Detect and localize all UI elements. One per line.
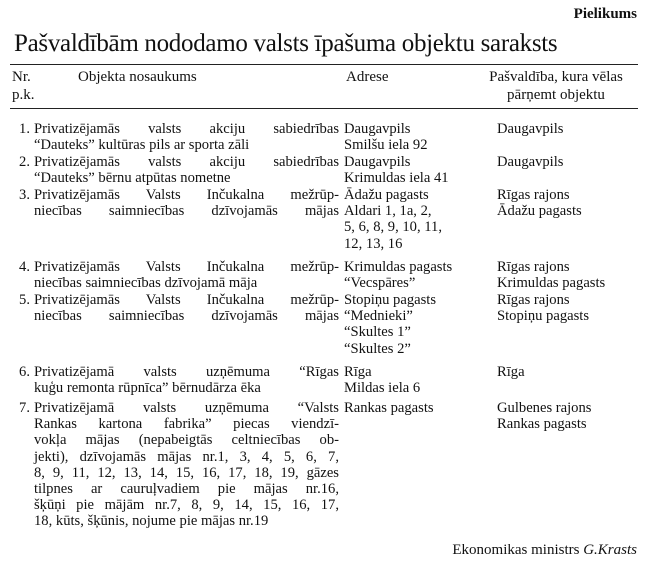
address-cell: Daugavpils Krimuldas iela 41 — [344, 154, 449, 187]
table-top-rule — [10, 64, 638, 65]
document-title: Pašvaldībām nododamo valsts īpašuma objektu saraksts — [14, 30, 558, 57]
municipality-cell: Daugavpils — [497, 121, 564, 137]
object-name-cell: Privatizējamā valsts uzņēmuma “Rīgas kuģu remonta rūpnīca” bērnudārza ēka — [34, 364, 339, 397]
municipality-cell: Rīgas rajons Ādažu pagasts — [497, 187, 582, 220]
header-address: Adrese — [346, 69, 389, 85]
row-number: 6. — [19, 364, 30, 380]
municipality-cell: Rīgas rajons Krimuldas pagasts — [497, 259, 606, 292]
header-bottom-rule — [10, 108, 638, 109]
object-name-cell: Privatizējamās Valsts Inčukalna mežrūp- niecības saimniecības dzīvojamā māja — [34, 259, 339, 292]
row-number: 2. — [19, 154, 30, 170]
municipality-cell: Rīga — [497, 364, 525, 380]
address-cell: Rankas pagasts — [344, 400, 434, 416]
header-number: Nr. p.k. — [12, 69, 35, 103]
row-number: 3. — [19, 187, 30, 203]
address-cell: Stopiņu pagasts “Mednieki” “Skultes 1” “Skultes 2” — [344, 292, 437, 357]
signature-position: Ekonomikas ministrs — [452, 542, 580, 558]
signature-line — [452, 542, 637, 559]
address-cell: Daugavpils Smilšu iela 92 — [344, 121, 428, 154]
object-name-cell: Privatizējamās Valsts Inčukalna mežrūp- niecības saimniecības dzīvojamās mājas — [34, 292, 339, 325]
municipality-cell: Gulbenes rajons Rankas pagasts — [497, 400, 592, 433]
row-number: 1. — [19, 121, 30, 137]
object-name-cell: Privatizējamās Valsts Inčukalna mežrūp- niecības saimniecības dzīvojamās mājas — [34, 187, 339, 220]
object-name-cell: Privatizējamā valsts uzņēmuma “Valsts Rankas kartona fabrika” piecas viendzī- vokļa mājas (nepabeigtās celtniecības ob- jekti), dzīvojamās mājas nr.1, 3, 4, 5, 6, 7, 8, 9, 11, 12, 13, 14, 15, 16, 17, 18, 19, gāzes tilpnes ar cauruļvadiem pie mājas nr.16, šķūņi pie mājām nr.7, 8, 9, 14, 15, 16, 17, 18, kūts, šķūnis, nojume pie mājas nr.19 — [34, 400, 339, 530]
row-number: 4. — [19, 259, 30, 275]
municipality-cell: Rīgas rajons Stopiņu pagasts — [497, 292, 590, 325]
municipality-cell: Daugavpils — [497, 154, 564, 170]
address-cell: Krimuldas pagasts “Vecspāres” — [344, 259, 453, 292]
header-object-name: Objekta nosaukums — [78, 69, 197, 85]
row-number: 7. — [19, 400, 30, 416]
row-number: 5. — [19, 292, 30, 308]
address-cell: Ādažu pagasts Aldari 1, 1a, 2, 5, 6, 8, 9, 10, 11, 12, 13, 16 — [344, 187, 442, 252]
header-municipality: Pašvaldība, kura vēlas pārņemt objektu — [489, 69, 623, 103]
appendix-label: Pielikums — [573, 6, 637, 22]
object-name-cell: Privatizējamās valsts akciju sabiedrības “Dauteks” kultūras pils ar sporta zāli — [34, 121, 339, 154]
object-name-cell: Privatizējamās valsts akciju sabiedrības “Dauteks” bērnu atpūtas nometne — [34, 154, 339, 187]
signature-name: G.Krasts — [583, 542, 637, 558]
address-cell: Rīga Mildas iela 6 — [344, 364, 421, 397]
